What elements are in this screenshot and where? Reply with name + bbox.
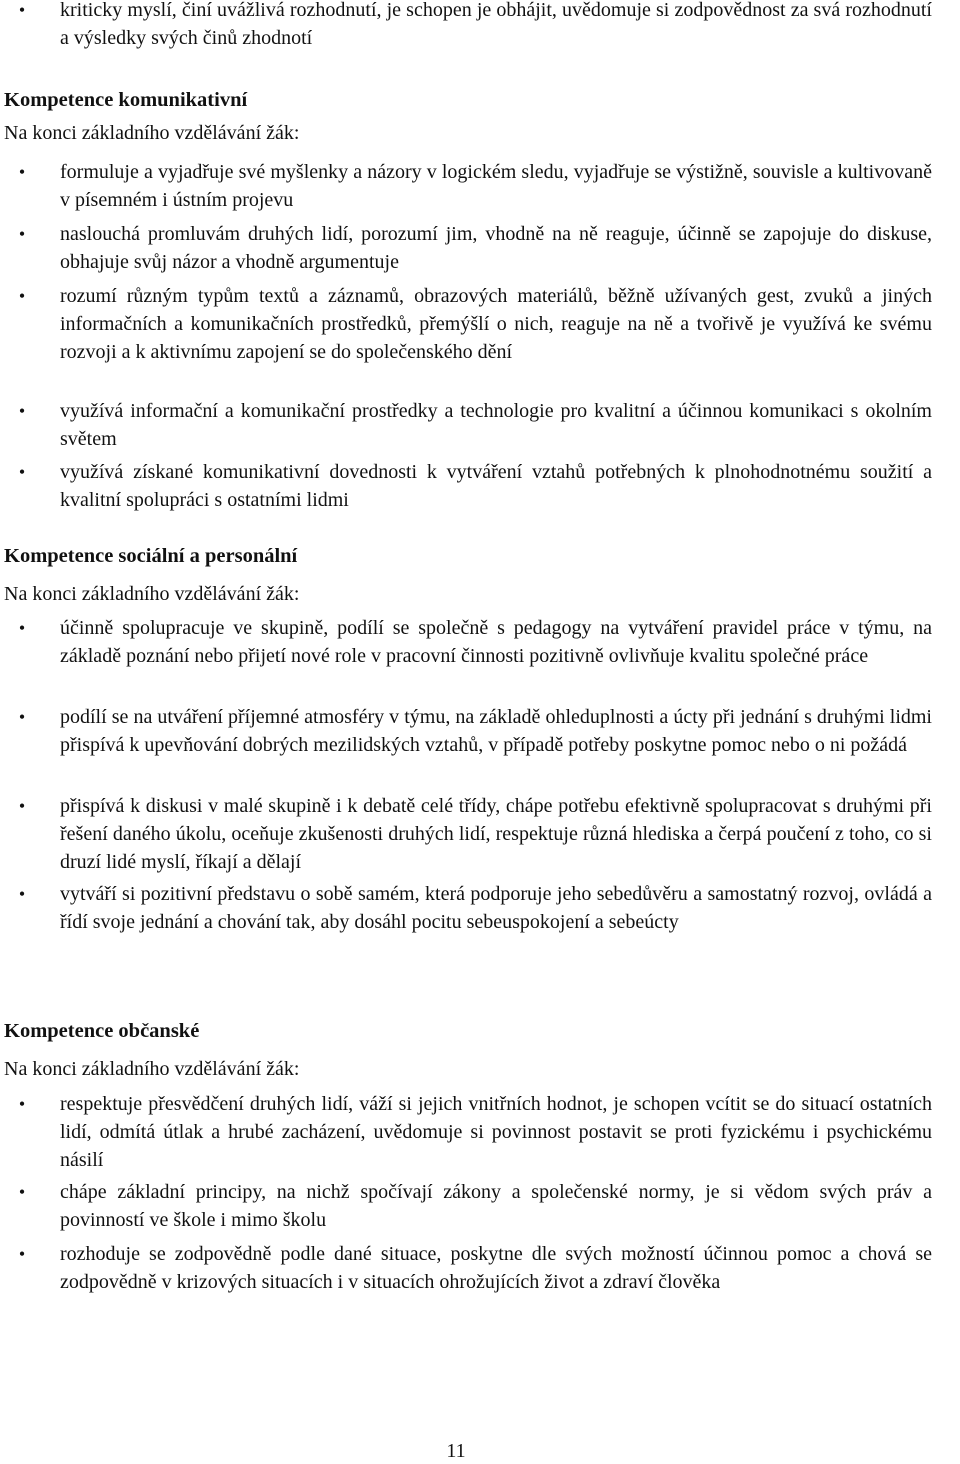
bullet-icon: • [18,1182,26,1202]
list-item-text: rozumí různým typům textů a záznamů, obrazových materiálů, běžně užívaných gest, zvuků a jiných informačních a komunikačních prostředků, přemýšlí o nich, reaguje na ně a tvořivě je využívá ke svému rozvoji a k aktivnímu zapojení se do společenského dění [60,285,932,363]
bullet-icon: • [18,796,26,816]
bullet-icon: • [18,707,26,727]
list-item-text: přispívá k diskusi v malé skupině i k debatě celé třídy, chápe potřebu efektivně spolupracovat s druhými při řešení daného úkolu, oceňuje zkušenosti druhých lidí, respektuje různá hlediska a čerpá poučení z toho, co si druzí lidé myslí, říkají a dělají [60,795,932,873]
bullet-icon: • [18,884,26,904]
section-title: Kompetence komunikativní [4,89,248,111]
list-item-text: účinně spolupracuje ve skupině, podílí se společně s pedagogy na vytváření pravidel práce v týmu, na základě poznání nebo přijetí nové role v pracovní činnosti pozitivně ovlivňuje kvalitu společné práce [60,617,932,667]
section-title: Kompetence občanské [4,1020,200,1042]
section-intro: Na konci základního vzdělávání žák: [4,1058,300,1080]
bullet-icon: • [18,401,26,421]
list-item-text: naslouchá promluvám druhých lidí, porozumí jim, vhodně na ně reaguje, účinně se zapojuje do diskuse, obhajuje svůj názor a vhodně argumentuje [60,223,932,273]
section-intro: Na konci základního vzdělávání žák: [4,583,300,605]
bullet-icon: • [18,618,26,638]
list-item-text: kriticky myslí, činí uvážlivá rozhodnutí, je schopen je obhájit, uvědomuje si zodpovědnost za svá rozhodnutí a výsledky svých činů zhodnotí [60,0,932,49]
section-intro: Na konci základního vzdělávání žák: [4,122,300,144]
section-title: Kompetence sociální a personální [4,545,298,567]
list-item-text: chápe základní principy, na nichž spočívají zákony a společenské normy, je si vědom svých práv a povinností ve škole i mimo školu [60,1181,932,1231]
list-item-text: využívá získané komunikativní dovednosti k vytváření vztahů potřebných k plnohodnotnému soužití a kvalitní spolupráci s ostatními lidmi [60,461,932,511]
list-item-text: využívá informační a komunikační prostředky a technologie pro kvalitní a účinnou komunikaci s okolním světem [60,400,932,450]
bullet-icon: • [18,1094,26,1114]
list-item-text: vytváří si pozitivní představu o sobě samém, která podporuje jeho sebedůvěru a samostatný rozvoj, ovládá a řídí svoje jednání a chování tak, aby dosáhl pocitu sebeuspokojení a sebeúcty [60,883,932,933]
bullet-icon: • [18,162,26,182]
list-item-text: rozhoduje se zodpovědně podle dané situace, poskytne dle svých možností účinnou pomoc a chová se zodpovědně v krizových situacích i v situacích ohrožujících život a zdraví člověka [60,1243,932,1293]
bullet-icon: • [18,0,26,20]
bullet-icon: • [18,224,26,244]
bullet-icon: • [18,462,26,482]
page-number: 11 [446,1440,466,1462]
bullet-icon: • [18,286,26,306]
list-item-text: formuluje a vyjadřuje své myšlenky a názory v logickém sledu, vyjadřuje se výstižně, souvisle a kultivovaně v písemném i ústním projevu [60,161,932,211]
bullet-icon: • [18,1244,26,1264]
list-item-text: respektuje přesvědčení druhých lidí, váží si jejich vnitřních hodnot, je schopen vcítit se do situací ostatních lidí, odmítá útlak a hrubé zacházení, uvědomuje si povinnost postavit se proti fyzickému i psychickému násilí [60,1093,932,1171]
list-item-text: podílí se na utváření příjemné atmosféry v týmu, na základě ohleduplnosti a úcty při jednání s druhými lidmi přispívá k upevňování dobrých mezilidských vztahů, v případě potřeby poskytne pomoc nebo o ni požádá [60,706,932,756]
